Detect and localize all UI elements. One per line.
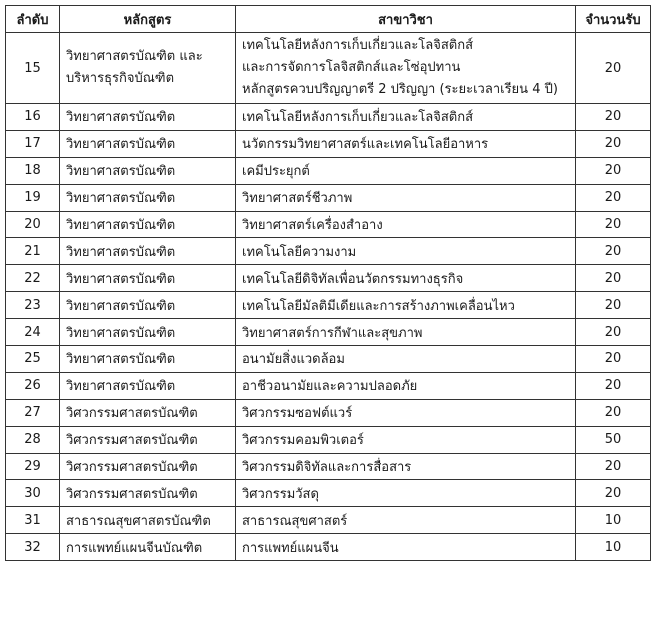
- table-row: [6, 265, 651, 292]
- header-major: สาขาวิชา: [236, 6, 576, 33]
- major-cell: [236, 33, 576, 104]
- count-cell: 20: [576, 319, 651, 346]
- table-body: [6, 33, 651, 561]
- row-number: 23: [6, 292, 60, 319]
- count-cell: 50: [576, 426, 651, 453]
- major-cell-line: และการจัดการโลจิสติกส์และโซ่อุปทาน: [242, 60, 461, 75]
- curriculum-cell: วิทยาศาสตรบัณฑิต: [60, 130, 236, 157]
- row-number: 16: [6, 104, 60, 131]
- count-cell: 20: [576, 399, 651, 426]
- table-row: [6, 426, 651, 453]
- curriculum-cell: วิศวกรรมศาสตรบัณฑิต: [60, 426, 236, 453]
- header-no: ลำดับ: [6, 6, 60, 33]
- major-cell: อาชีวอนามัยและความปลอดภัย: [236, 372, 576, 399]
- table-row: [6, 211, 651, 238]
- major-cell: วิทยาศาสตร์ชีวภาพ: [236, 184, 576, 211]
- header-curriculum: หลักสูตร: [60, 6, 236, 33]
- major-cell-line: หลักสูตรควบปริญญาตรี 2 ปริญญา (ระยะเวลาเรียน 4 ปี): [242, 82, 558, 97]
- table-row: [6, 372, 651, 399]
- table-row: [6, 480, 651, 507]
- curriculum-cell: วิศวกรรมศาสตรบัณฑิต: [60, 399, 236, 426]
- curriculum-cell: สาธารณสุขศาสตรบัณฑิต: [60, 507, 236, 534]
- curriculum-cell: วิทยาศาสตรบัณฑิต: [60, 104, 236, 131]
- major-cell: เทคโนโลยีดิจิทัลเพื่อนวัตกรรมทางธุรกิจ: [236, 265, 576, 292]
- curriculum-cell: วิทยาศาสตรบัณฑิต: [60, 265, 236, 292]
- count-cell: 20: [576, 292, 651, 319]
- curriculum-cell: วิศวกรรมศาสตรบัณฑิต: [60, 453, 236, 480]
- curriculum-cell: วิทยาศาสตรบัณฑิต: [60, 238, 236, 265]
- table-row: [6, 184, 651, 211]
- count-cell: 20: [576, 480, 651, 507]
- major-cell: เทคโนโลยีหลังการเก็บเกี่ยวและโลจิสติกส์: [236, 104, 576, 131]
- count-cell: 20: [576, 211, 651, 238]
- major-cell: สาธารณสุขศาสตร์: [236, 507, 576, 534]
- major-cell: วิศวกรรมคอมพิวเตอร์: [236, 426, 576, 453]
- table-row: [6, 319, 651, 346]
- table-row: [6, 453, 651, 480]
- row-number: 20: [6, 211, 60, 238]
- count-cell: 20: [576, 265, 651, 292]
- curriculum-cell: การแพทย์แผนจีนบัณฑิต: [60, 534, 236, 561]
- major-cell-line: เทคโนโลยีหลังการเก็บเกี่ยวและโลจิสติกส์: [242, 38, 474, 53]
- major-cell: การแพทย์แผนจีน: [236, 534, 576, 561]
- curriculum-cell: [60, 33, 236, 104]
- count-cell: 20: [576, 130, 651, 157]
- curriculum-cell: วิทยาศาสตรบัณฑิต: [60, 372, 236, 399]
- curriculum-cell-line: บริหารธุรกิจบัณฑิต: [66, 71, 175, 86]
- curriculum-cell: วิทยาศาสตรบัณฑิต: [60, 319, 236, 346]
- count-cell: 20: [576, 184, 651, 211]
- table-row: [6, 534, 651, 561]
- table-row: [6, 346, 651, 373]
- header-count: จำนวนรับ: [576, 6, 651, 33]
- major-cell: นวัตกรรมวิทยาศาสตร์และเทคโนโลยีอาหาร: [236, 130, 576, 157]
- row-number: 31: [6, 507, 60, 534]
- count-cell: 20: [576, 346, 651, 373]
- row-number: 27: [6, 399, 60, 426]
- table-row: [6, 157, 651, 184]
- table-row: [6, 507, 651, 534]
- row-number: 32: [6, 534, 60, 561]
- table-row: [6, 399, 651, 426]
- count-cell: 20: [576, 157, 651, 184]
- count-cell: 20: [576, 372, 651, 399]
- curriculum-cell: วิทยาศาสตรบัณฑิต: [60, 157, 236, 184]
- major-cell: วิศวกรรมดิจิทัลและการสื่อสาร: [236, 453, 576, 480]
- table-row: [6, 238, 651, 265]
- major-cell: เทคโนโลยีมัลติมีเดียและการสร้างภาพเคลื่อนไหว: [236, 292, 576, 319]
- curriculum-cell-line: วิทยาศาสตรบัณฑิต และ: [66, 49, 203, 64]
- curriculum-cell: วิศวกรรมศาสตรบัณฑิต: [60, 480, 236, 507]
- count-cell: 20: [576, 238, 651, 265]
- row-number: 17: [6, 130, 60, 157]
- curriculum-cell: วิทยาศาสตรบัณฑิต: [60, 292, 236, 319]
- count-cell: 20: [576, 104, 651, 131]
- program-table: [5, 5, 651, 561]
- major-cell: วิทยาศาสตร์เครื่องสำอาง: [236, 211, 576, 238]
- curriculum-cell: วิทยาศาสตรบัณฑิต: [60, 346, 236, 373]
- header-row: [6, 6, 651, 33]
- table-row: [6, 292, 651, 319]
- row-number: 18: [6, 157, 60, 184]
- row-number: 19: [6, 184, 60, 211]
- count-cell: 20: [576, 453, 651, 480]
- count-cell: 10: [576, 534, 651, 561]
- major-cell: วิทยาศาสตร์การกีฬาและสุขภาพ: [236, 319, 576, 346]
- major-cell: อนามัยสิ่งแวดล้อม: [236, 346, 576, 373]
- curriculum-cell: วิทยาศาสตรบัณฑิต: [60, 211, 236, 238]
- row-number: 22: [6, 265, 60, 292]
- row-number: 25: [6, 346, 60, 373]
- row-number: 15: [6, 33, 60, 104]
- major-cell: วิศวกรรมซอฟต์แวร์: [236, 399, 576, 426]
- document-page: [5, 5, 651, 561]
- count-cell: 20: [576, 33, 651, 104]
- row-number: 26: [6, 372, 60, 399]
- curriculum-cell: วิทยาศาสตรบัณฑิต: [60, 184, 236, 211]
- row-number: 28: [6, 426, 60, 453]
- major-cell: วิศวกรรมวัสดุ: [236, 480, 576, 507]
- major-cell: เทคโนโลยีความงาม: [236, 238, 576, 265]
- row-number: 29: [6, 453, 60, 480]
- row-number: 21: [6, 238, 60, 265]
- row-number: 30: [6, 480, 60, 507]
- table-row: [6, 33, 651, 104]
- row-number: 24: [6, 319, 60, 346]
- count-cell: 10: [576, 507, 651, 534]
- major-cell: เคมีประยุกต์: [236, 157, 576, 184]
- table-row: [6, 104, 651, 131]
- table-row: [6, 130, 651, 157]
